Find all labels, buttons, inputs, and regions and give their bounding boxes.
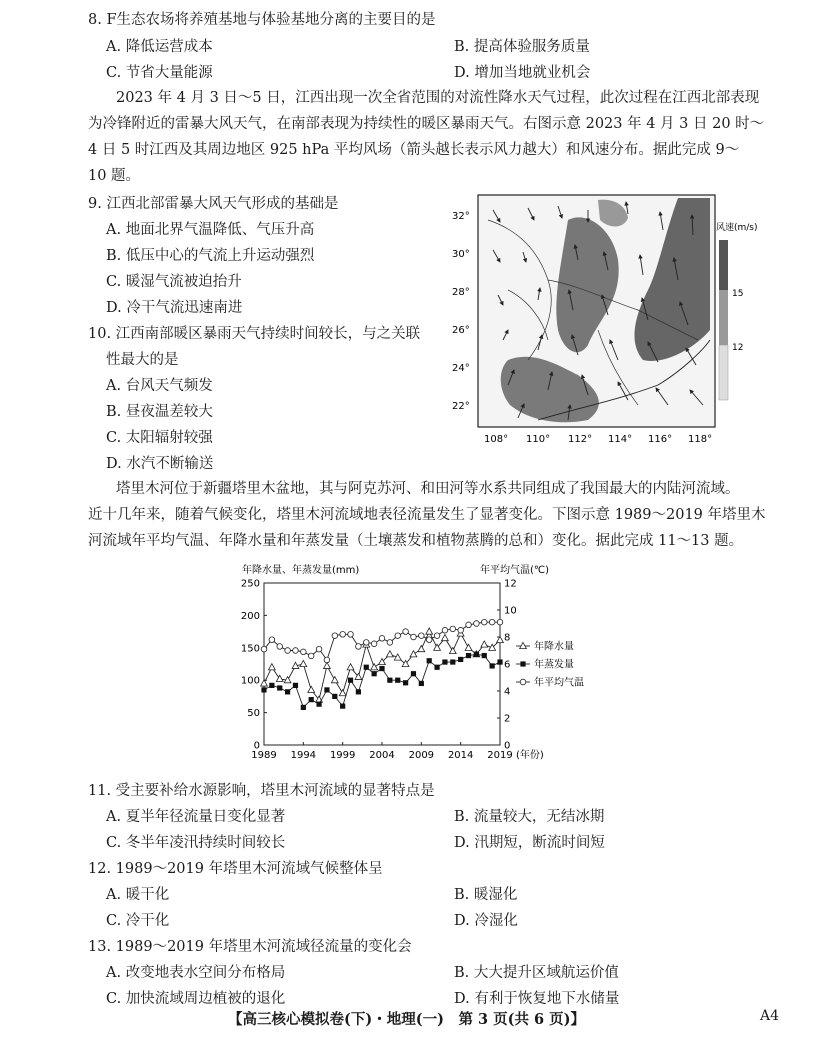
precipitation-point: [276, 675, 283, 681]
temperature-point: [419, 633, 425, 639]
q11-option-c: C. 冬半年凌汛持续时间较长: [106, 835, 286, 851]
left-axis-title: 年降水量、年蒸发量(mm): [242, 565, 360, 576]
precipitation-point: [268, 664, 275, 670]
q11-option-a: A. 夏半年径流量日变化显著: [106, 809, 286, 825]
right-tick-label: 2: [504, 713, 511, 725]
temperature-point: [348, 632, 354, 638]
left-tick-label: 0: [253, 740, 260, 752]
temperature-point: [261, 646, 267, 652]
precipitation-point: [339, 690, 346, 696]
q10-stem-line1: 10. 江西南部暖区暴雨天气持续时间较长，与之关联: [88, 326, 421, 342]
lon-label-116: 116°: [648, 434, 673, 445]
evaporation-point: [316, 702, 321, 707]
temperature-point: [474, 621, 480, 627]
precipitation-point: [465, 644, 472, 650]
evaporation-point: [285, 689, 290, 694]
q13-option-b: B. 大大提升区域航运价值: [454, 965, 619, 981]
left-tick-label: 200: [240, 610, 260, 622]
material2-line3: 河流域年平均气温、年降水量和年蒸发量（土壤蒸发和植物蒸腾的总和）变化。据此完成 11～13 题。: [88, 533, 744, 549]
legend-label: 年蒸发量: [534, 659, 574, 671]
q10-option-d: D. 水汽不断输送: [106, 456, 214, 472]
evaporation-point: [434, 665, 439, 670]
lat-label-22: 22°: [452, 401, 470, 412]
evaporation-point: [332, 694, 337, 699]
right-axis-title: 年平均气温(℃): [480, 565, 550, 576]
precipitation-point: [449, 647, 456, 653]
temperature-point: [363, 640, 369, 646]
evaporation-point: [340, 704, 345, 709]
temperature-point: [497, 619, 503, 625]
legend-tick-15: 15: [732, 289, 744, 299]
temperature-point: [285, 648, 291, 654]
precipitation-point: [308, 686, 315, 692]
series-line-0: [264, 632, 500, 700]
lat-label-30: 30°: [452, 249, 470, 260]
q10-option-c: C. 太阳辐射较强: [106, 430, 213, 446]
temperature-point: [442, 627, 448, 633]
temperature-point: [450, 626, 456, 632]
legend-marker-triangle: [520, 642, 527, 648]
temperature-point: [371, 641, 377, 647]
x-tick-label: 2014: [447, 750, 474, 761]
precipitation-point: [347, 664, 354, 670]
evaporation-point: [427, 658, 432, 663]
legend-bar-high: [719, 240, 728, 290]
temperature-point: [301, 649, 307, 655]
right-tick-label: 10: [504, 605, 517, 617]
temperature-point: [403, 629, 409, 635]
evaporation-point: [442, 659, 447, 664]
left-tick-label: 50: [247, 708, 260, 720]
precipitation-point: [442, 634, 449, 640]
temperature-point: [466, 622, 472, 628]
temperature-point: [489, 619, 495, 625]
legend-tick-12: 12: [732, 343, 744, 353]
evaporation-point: [364, 665, 369, 670]
x-tick-label: 1999: [329, 750, 356, 761]
evaporation-point: [261, 687, 266, 692]
material1-line1: 2023 年 4 月 3 日～5 日，江西出现一次全省范围的对流性降水天气过程，此次过程在江西北部表现: [116, 90, 760, 106]
precipitation-point: [371, 664, 378, 670]
evaporation-point: [450, 659, 455, 664]
q11-stem: 11. 受主要补给水源影响，塔里木河流域的显著特点是: [88, 783, 435, 799]
legend-marker-square: [520, 661, 525, 666]
temperature-point: [458, 627, 464, 633]
lon-label-118: 118°: [688, 434, 713, 445]
q9-option-a: A. 地面北界气温降低、气压升高: [106, 222, 315, 238]
temperature-point: [387, 640, 393, 646]
q9-stem: 9. 江西北部雷暴大风天气形成的基础是: [88, 196, 339, 212]
q13-stem: 13. 1989～2019 年塔里木河流域径流量的变化会: [88, 939, 412, 955]
q12-option-b: B. 暖湿化: [454, 887, 518, 903]
evaporation-point: [419, 681, 424, 686]
lat-label-28: 28°: [452, 287, 470, 298]
legend-marker-circle: [520, 679, 526, 685]
evaporation-point: [301, 705, 306, 710]
temperature-point: [340, 632, 346, 638]
precipitation-point: [324, 662, 331, 668]
lon-label-108: 108°: [484, 434, 509, 445]
evaporation-point: [293, 683, 298, 688]
evaporation-point: [309, 697, 314, 702]
page-code: A4: [760, 1008, 780, 1024]
precipitation-point: [481, 641, 488, 647]
x-tick-label: 2009: [408, 750, 435, 761]
precipitation-point: [418, 645, 425, 651]
q8-option-a: A. 降低运营成本: [106, 39, 213, 55]
wind-field-map: [448, 190, 778, 452]
q10-stem-line2: 性最大的是: [106, 352, 179, 368]
lat-label-26: 26°: [452, 325, 470, 336]
lat-label-32: 32°: [452, 211, 470, 222]
q11-option-d: D. 汛期短，断流时间短: [454, 835, 605, 851]
legend-label: 年平均气温: [534, 677, 584, 689]
q8-option-d: D. 增加当地就业机会: [454, 65, 591, 81]
evaporation-point: [356, 689, 361, 694]
temperature-point: [332, 633, 338, 639]
temperature-point: [293, 648, 299, 654]
precipitation-point: [426, 628, 433, 634]
evaporation-point: [458, 657, 463, 662]
q8-option-b: B. 提高体验服务质量: [454, 39, 590, 55]
temperature-point: [277, 644, 283, 650]
q10-option-a: A. 台风天气频发: [106, 378, 213, 394]
precipitation-point: [300, 660, 307, 666]
evaporation-point: [387, 678, 392, 683]
q9-option-b: B. 低压中心的气流上升运动强烈: [106, 248, 315, 264]
evaporation-point: [269, 683, 274, 688]
evaporation-point: [482, 653, 487, 658]
q8-option-c: C. 节省大量能源: [106, 65, 213, 81]
precipitation-point: [331, 677, 338, 683]
temperature-point: [308, 653, 314, 659]
evaporation-point: [474, 652, 479, 657]
evaporation-point: [277, 685, 282, 690]
temperature-point: [269, 637, 275, 643]
q9-option-d: D. 冷干气流迅速南进: [106, 300, 243, 316]
temperature-point: [324, 657, 330, 663]
precipitation-point: [386, 651, 393, 657]
q12-stem: 12. 1989～2019 年塔里木河流域气候整体呈: [88, 861, 383, 877]
x-tick-label: 2019: [487, 750, 513, 761]
temperature-point: [426, 637, 432, 643]
q11-option-b: B. 流量较大，无结冰期: [454, 809, 605, 825]
right-tick-label: 0: [504, 740, 511, 752]
material2-line2: 近十几年来，随着气候变化，塔里木河流域地表径流量发生了显著变化。下图示意 1989～2019 年塔里木: [88, 507, 766, 523]
q8-stem: 8. F生态农场将养殖基地与体验基地分离的主要目的是: [88, 12, 436, 28]
temperature-point: [379, 636, 385, 642]
temperature-point: [316, 646, 322, 652]
temperature-point: [395, 633, 401, 639]
lon-label-112: 112°: [568, 434, 593, 445]
q12-option-d: D. 冷湿化: [454, 913, 518, 929]
temperature-point: [434, 633, 440, 639]
lat-label-24: 24°: [452, 363, 470, 374]
q13-option-c: C. 加快流域周边植被的退化: [106, 991, 286, 1007]
left-tick-label: 150: [240, 643, 260, 655]
q12-option-c: C. 冷干化: [106, 913, 170, 929]
legend-bar-mid: [719, 290, 728, 345]
q13-option-d: D. 有利于恢复地下水储量: [454, 991, 620, 1007]
evaporation-point: [372, 671, 377, 676]
page-footer: 【高三核心模拟卷(下)・地理(一) 第 3 页(共 6 页)】: [228, 1011, 586, 1028]
temperature-point: [356, 644, 362, 650]
climate-chart: [230, 558, 600, 770]
evaporation-point: [497, 659, 502, 664]
precipitation-point: [410, 651, 417, 657]
right-tick-label: 6: [504, 659, 511, 671]
evaporation-point: [395, 678, 400, 683]
evaporation-point: [324, 687, 329, 692]
q9-option-c: C. 暖湿气流被迫抬升: [106, 274, 242, 290]
precipitation-point: [261, 680, 268, 686]
x-tick-label: 2004: [369, 750, 395, 761]
evaporation-point: [411, 671, 416, 676]
evaporation-point: [348, 678, 353, 683]
evaporation-point: [490, 663, 495, 668]
legend-label: 年降水量: [534, 641, 574, 653]
material1-line3: 4 日 5 时江西及其周边地区 925 hPa 平均风场（箭头越长表示风力越大）和风速分布。据此完成 9～: [88, 142, 740, 158]
temperature-point: [411, 634, 417, 640]
q10-option-b: B. 昼夜温差较大: [106, 404, 213, 420]
material2-line1: 塔里木河位于新疆塔里木盆地，其与阿克苏河、和田河等水系共同组成了我国最大的内陆河流域。: [116, 481, 740, 497]
x-tick-label: 1994: [290, 750, 317, 761]
evaporation-point: [466, 653, 471, 658]
material1-line4: 10 题。: [88, 168, 141, 184]
q13-option-a: A. 改变地表水空间分布格局: [106, 965, 286, 981]
right-tick-label: 8: [504, 632, 511, 644]
map-legend-title: 风速(m/s): [716, 223, 758, 233]
lon-label-110: 110°: [526, 434, 551, 445]
left-tick-label: 100: [240, 675, 260, 687]
x-axis-title: (年份): [516, 750, 544, 761]
material1-line2: 为冷锋附近的雷暴大风天气，在南部表现为持续性的暖区暴雨天气。右图示意 2023 年 4 月 3 日 20 时～: [88, 116, 765, 132]
right-tick-label: 4: [504, 686, 511, 698]
evaporation-point: [403, 680, 408, 685]
right-tick-label: 12: [504, 578, 517, 590]
evaporation-point: [379, 666, 384, 671]
q12-option-a: A. 暖干化: [106, 887, 170, 903]
x-tick-label: 1989: [251, 750, 277, 761]
temperature-point: [481, 619, 487, 625]
left-tick-label: 250: [240, 578, 260, 590]
legend-bar-low: [719, 345, 728, 400]
lon-label-114: 114°: [608, 434, 633, 445]
